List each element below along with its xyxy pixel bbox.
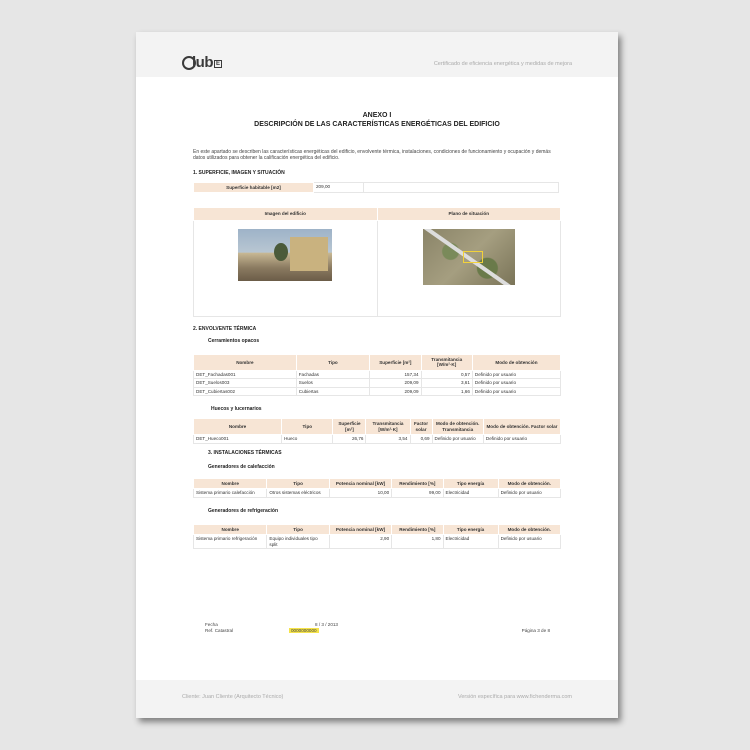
opaque-table — [193, 354, 561, 397]
cell: 1,80 — [392, 535, 443, 549]
cell: Definido por usuario — [472, 370, 560, 379]
logo — [182, 54, 222, 71]
heating-title: Generadores de calefacción — [208, 463, 275, 470]
cell: 99,00 — [392, 489, 443, 498]
surface-table — [193, 182, 559, 194]
footer-right: Versión específica para www.fichenderma.com — [457, 694, 572, 700]
heating-header-mode: Modo de obtención. — [498, 478, 560, 489]
section-3-title: 3. INSTALACIONES TÉRMICAS — [208, 449, 282, 456]
logo-badge: E — [216, 61, 220, 67]
cell: Electricidad — [443, 535, 498, 549]
cell: Electricidad — [443, 489, 498, 498]
holes-table — [193, 418, 561, 444]
table-row — [194, 370, 561, 379]
holes-title: Huecos y lucernarios — [211, 406, 262, 413]
heating-header-power: Potencia nominal [kW] — [329, 478, 391, 489]
cell: Definido por usuario — [472, 379, 560, 388]
cooling-table — [193, 524, 561, 550]
document-page — [136, 32, 618, 718]
footer-block — [205, 622, 550, 634]
cooling-header-energy: Tipo energía — [443, 524, 498, 535]
cell: DET_Cubiertas002 — [194, 387, 297, 396]
cell: Definido por usuario — [498, 489, 560, 498]
cell: 26,76 — [333, 435, 366, 444]
ref-row — [205, 628, 550, 634]
intro-paragraph: En este apartado se describen las características energéticas del edificio, envolvente térmica, instalaciones, condiciones de funcionamiento y ocupación y demás datos utilizados para obtener la calificación energética del edificio. — [193, 149, 551, 162]
cell: Hueco — [282, 435, 333, 444]
table-row — [194, 535, 561, 549]
cell: 209,09 — [370, 387, 421, 396]
page-number: Página 3 de 8 — [521, 628, 550, 633]
holes-header-name: Nombre — [194, 419, 282, 435]
table-row — [194, 387, 561, 396]
cell: 3,54 — [366, 435, 410, 444]
cell: Fachadas — [296, 370, 369, 379]
cooling-header-efficiency: Rendimiento [%] — [392, 524, 443, 535]
tree-shape — [274, 243, 288, 261]
cooling-header-power: Potencia nominal [kW] — [329, 524, 391, 535]
fecha-label: Fecha — [205, 622, 218, 627]
cell: 2,90 — [329, 535, 391, 549]
opaque-header-type: Tipo — [296, 354, 369, 370]
opaque-header-name: Nombre — [194, 354, 297, 370]
cooling-title: Generadores de refrigeración — [208, 507, 279, 514]
image-table — [193, 207, 561, 317]
image-cell — [194, 220, 378, 316]
surface-label: Superficie habitable [m2] — [194, 182, 314, 193]
table-row — [194, 379, 561, 388]
holes-header-surface: Superficie [m²] — [333, 419, 366, 435]
page-footer — [136, 680, 618, 718]
cooling-header-name: Nombre — [194, 524, 267, 535]
holes-header-transmittance: Transmitancia [W/m²·K] — [366, 419, 410, 435]
holes-header-mode-t: Modo de obtención. Transmitancia — [432, 419, 483, 435]
cell: DET_Hueco001 — [194, 435, 282, 444]
surface-value: 209,00 — [314, 182, 364, 193]
heating-table — [193, 478, 561, 498]
cell: 3,61 — [421, 379, 472, 388]
cell: DET_Suelos003 — [194, 379, 297, 388]
table-row — [194, 489, 561, 498]
annex-line-1: ANEXO I — [362, 112, 392, 119]
plan-header: Plano de situación — [377, 208, 561, 221]
cell: Definido por usuario — [498, 535, 560, 549]
cell: Definido por usuario — [472, 387, 560, 396]
opaque-header-transmittance: Transmitancia [W/m²·K] — [421, 354, 472, 370]
plan-cell — [377, 220, 561, 316]
ref-value: 0000000000 — [291, 628, 317, 633]
cell: Definido por usuario — [432, 435, 483, 444]
situation-map — [423, 229, 515, 285]
cell: Definido por usuario — [483, 435, 560, 444]
house-shape — [290, 237, 328, 271]
page-header — [136, 32, 618, 77]
heating-header-energy: Tipo energía — [443, 478, 498, 489]
cell: 0,69 — [410, 435, 432, 444]
holes-header-mode-s: Modo de obtención. Factor solar — [483, 419, 560, 435]
cell: 10,00 — [329, 489, 391, 498]
fecha-value: 8 / 3 / 2013 — [315, 622, 338, 627]
surface-empty — [364, 182, 559, 193]
heating-header-efficiency: Rendimiento [%] — [392, 478, 443, 489]
opaque-title: Cerramientos opacos — [208, 337, 260, 344]
lot-marker — [463, 251, 483, 263]
cell: Sistema primario refrigeración — [194, 535, 267, 549]
holes-header-solar: Factor solar — [410, 419, 432, 435]
ref-label: Ref. Catastral — [205, 628, 234, 633]
opaque-header-mode: Modo de obtención — [472, 354, 560, 370]
table-row — [194, 435, 561, 444]
building-photo — [238, 229, 332, 281]
cell: Otros sistemas eléctricos — [267, 489, 329, 498]
cell: 1,66 — [421, 387, 472, 396]
section-2-title: 2. ENVOLVENTE TÉRMICA — [193, 325, 257, 332]
cell: Cubiertas — [296, 387, 369, 396]
cell: Equipo individuales tipo split — [267, 535, 329, 549]
logo-text: lub — [192, 54, 213, 71]
heating-header-name: Nombre — [194, 478, 267, 489]
image-header: Imagen del edificio — [194, 208, 378, 221]
heating-header-type: Tipo — [267, 478, 329, 489]
section-1-title: 1. SUPERFICIE, IMAGEN Y SITUACIÓN — [193, 169, 285, 176]
cell: Suelos — [296, 379, 369, 388]
cooling-header-type: Tipo — [267, 524, 329, 535]
page-content — [193, 112, 561, 549]
footer-left: Cliente: Juan Cliente (Arquitecto Técnico) — [182, 694, 284, 700]
cell: 209,09 — [370, 379, 421, 388]
cell: DET_Fachadas001 — [194, 370, 297, 379]
holes-header-type: Tipo — [282, 419, 333, 435]
header-subtitle: Certificado de eficiencia energética y medidas de mejora — [433, 61, 572, 67]
cell: 0,57 — [421, 370, 472, 379]
annex-title — [193, 112, 561, 129]
cell: 157,34 — [370, 370, 421, 379]
cell: Sistema primario calefacción — [194, 489, 267, 498]
cooling-header-mode: Modo de obtención. — [498, 524, 560, 535]
annex-line-2: DESCRIPCIÓN DE LAS CARACTERÍSTICAS ENERGÉTICAS DEL EDIFICIO — [254, 120, 500, 128]
opaque-header-surface: Superficie [m²] — [370, 354, 421, 370]
